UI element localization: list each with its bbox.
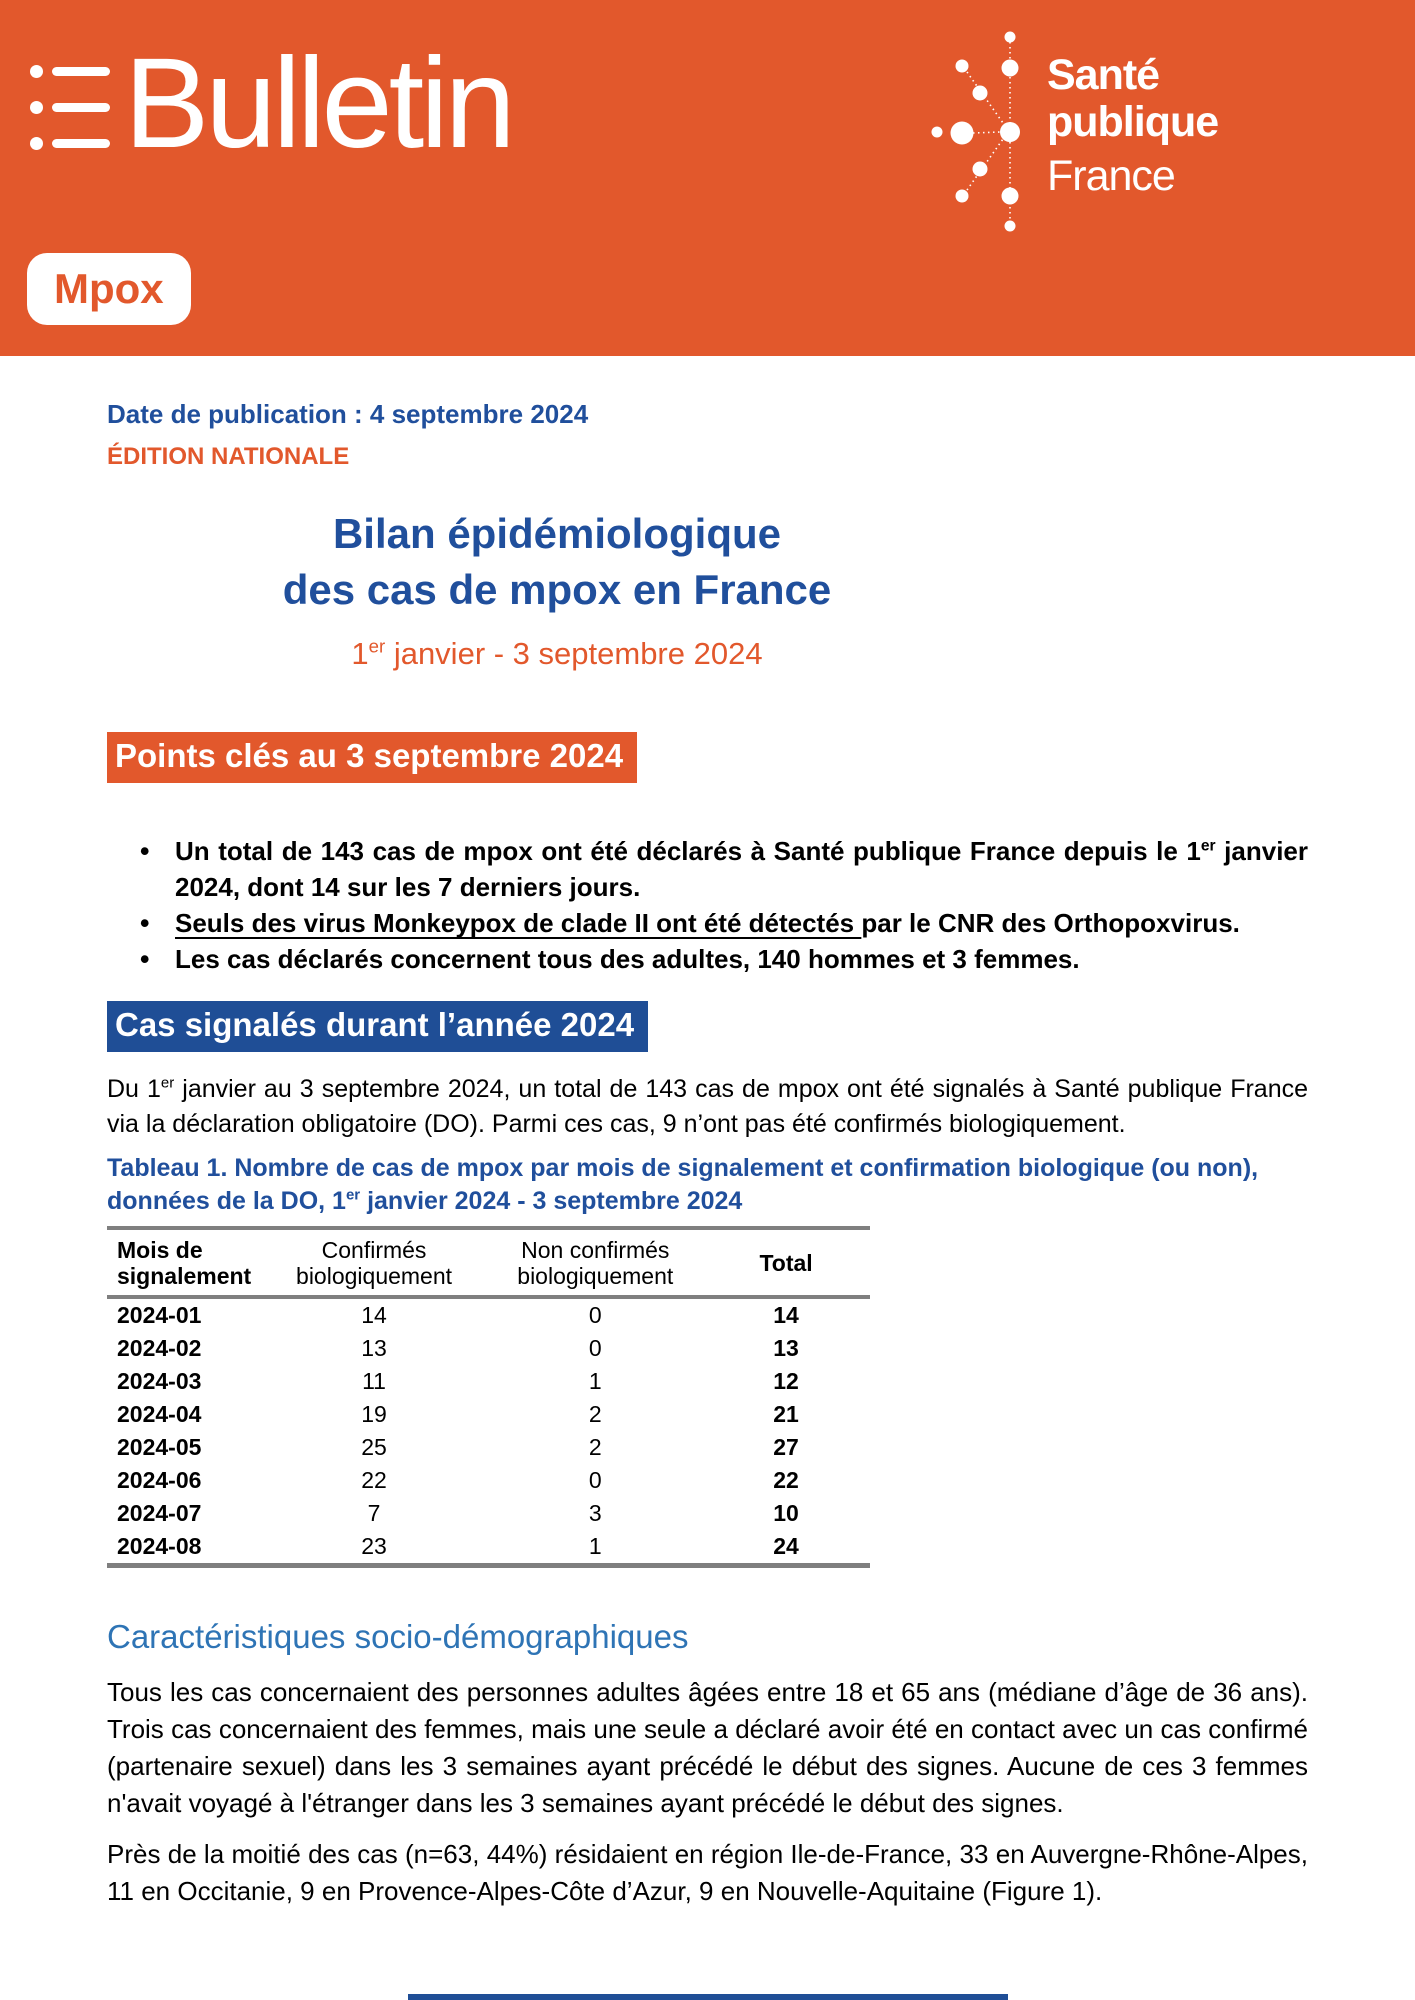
- table-row: 2024-05 25 2 27: [117, 1434, 799, 1460]
- key-point-1: • Un total de 143 cas de mpox ont été déclarés à Santé publique France depuis le 1er janvier 2024, dont 14 sur les 7 derniers jours.: [107, 833, 1308, 905]
- cut-off-next-banner: [408, 1994, 1008, 2000]
- table-row: 2024-07 7 3 10: [117, 1500, 799, 1526]
- title-block: [107, 506, 1007, 672]
- table-caption-line2: données de la DO, 1er janvier 2024 - 3 septembre 2024: [107, 1186, 743, 1215]
- socio-paragraph-2: Près de la moitié des cas (n=63, 44%) résidaient en région Ile-de-France, 33 en Auvergne-Rhône-Alpes, 11 en Occitanie, 9 en Provence-Alpes-Côte d’Azur, 9 en Nouvelle-Aquitaine (Figure 1).: [107, 1839, 1308, 1906]
- network-dots-icon: [925, 16, 1035, 238]
- socio-paragraph-1: Tous les cas concernaient des personnes adultes âgées entre 18 et 65 ans (médiane d’âge de 36 ans). Trois cas concernaient des femmes, mais une seule a déclaré avoir été en contact avec un cas confirmé (partenaire sexuel) dans les 3 semaines ayant précédé le début des signes. Aucune de ces 3 femmes n'avait voyagé à l'étranger dans les 3 semaines ayant précédé le début des signes.: [107, 1677, 1308, 1818]
- table-row: 2024-08 23 1 24: [117, 1533, 799, 1559]
- document-subtitle: 1er janvier - 3 septembre 2024: [351, 635, 763, 671]
- table-row: 2024-01 14 0 14: [117, 1302, 799, 1328]
- points-cles-banner: Points clés au 3 septembre 2024: [107, 732, 637, 783]
- col-header-non-confirmes: Non confirmés biologiquement: [517, 1237, 674, 1289]
- col-header-total: Total: [759, 1250, 813, 1276]
- table-row: 2024-02 13 0 13: [117, 1335, 799, 1361]
- key-point-3: • Les cas déclarés concernent tous des adultes, 140 hommes et 3 femmes.: [107, 941, 1308, 977]
- col-header-confirmes: Confirmés biologiquement: [296, 1237, 453, 1289]
- cas-signales-banner: Cas signalés durant l’année 2024: [107, 1001, 648, 1052]
- spf-logo-line1: Santé: [1047, 51, 1160, 99]
- title-line1: Bilan épidémiologique: [332, 510, 782, 557]
- table-row: 2024-06 22 0 22: [117, 1467, 799, 1493]
- cas-signales-paragraph: Du 1er janvier au 3 septembre 2024, un total de 143 cas de mpox ont été signalés à Santé publique France via la déclaration obligatoire (DO). Parmi ces cas, 9 n’ont pas été confirmés biologiquement.: [107, 1074, 1308, 1138]
- title-line2: des cas de mpox en France: [282, 566, 832, 613]
- table-caption: [107, 1152, 1308, 1218]
- table-caption-line1: Tableau 1. Nombre de cas de mpox par mois de signalement et confirmation biologique (ou non),: [107, 1154, 1259, 1182]
- cases-by-month-table: [107, 1226, 870, 1568]
- table-row: 2024-03 11 1 12: [117, 1368, 799, 1394]
- table-header-row: [107, 1228, 870, 1297]
- topic-badge: Mpox: [27, 253, 191, 325]
- publication-date: Date de publication : 4 septembre 2024: [107, 399, 589, 429]
- spf-logo-line3: France: [1047, 152, 1175, 200]
- col-header-mois: Mois de signalement: [117, 1237, 252, 1289]
- table-row: 2024-04 19 2 21: [117, 1401, 799, 1427]
- key-points-list: [107, 833, 1308, 977]
- document-content: [0, 398, 1415, 1910]
- spf-logo: [925, 16, 1218, 238]
- socio-section-heading: Caractéristiques socio-démographiques: [107, 1618, 689, 1655]
- key-point-2: • Seuls des virus Monkeypox de clade II ont été détectés par le CNR des Orthopoxvirus.: [107, 905, 1308, 941]
- bulletin-list-icon: [30, 65, 110, 150]
- masthead-band: [0, 0, 1415, 356]
- spf-logo-line2: publique: [1047, 98, 1219, 146]
- document-title: [107, 506, 1007, 618]
- edition-label: ÉDITION NATIONALE: [107, 443, 350, 470]
- masthead-title: Bulletin: [124, 31, 512, 175]
- masthead: [30, 0, 512, 215]
- spf-logo-text: [1047, 16, 1218, 238]
